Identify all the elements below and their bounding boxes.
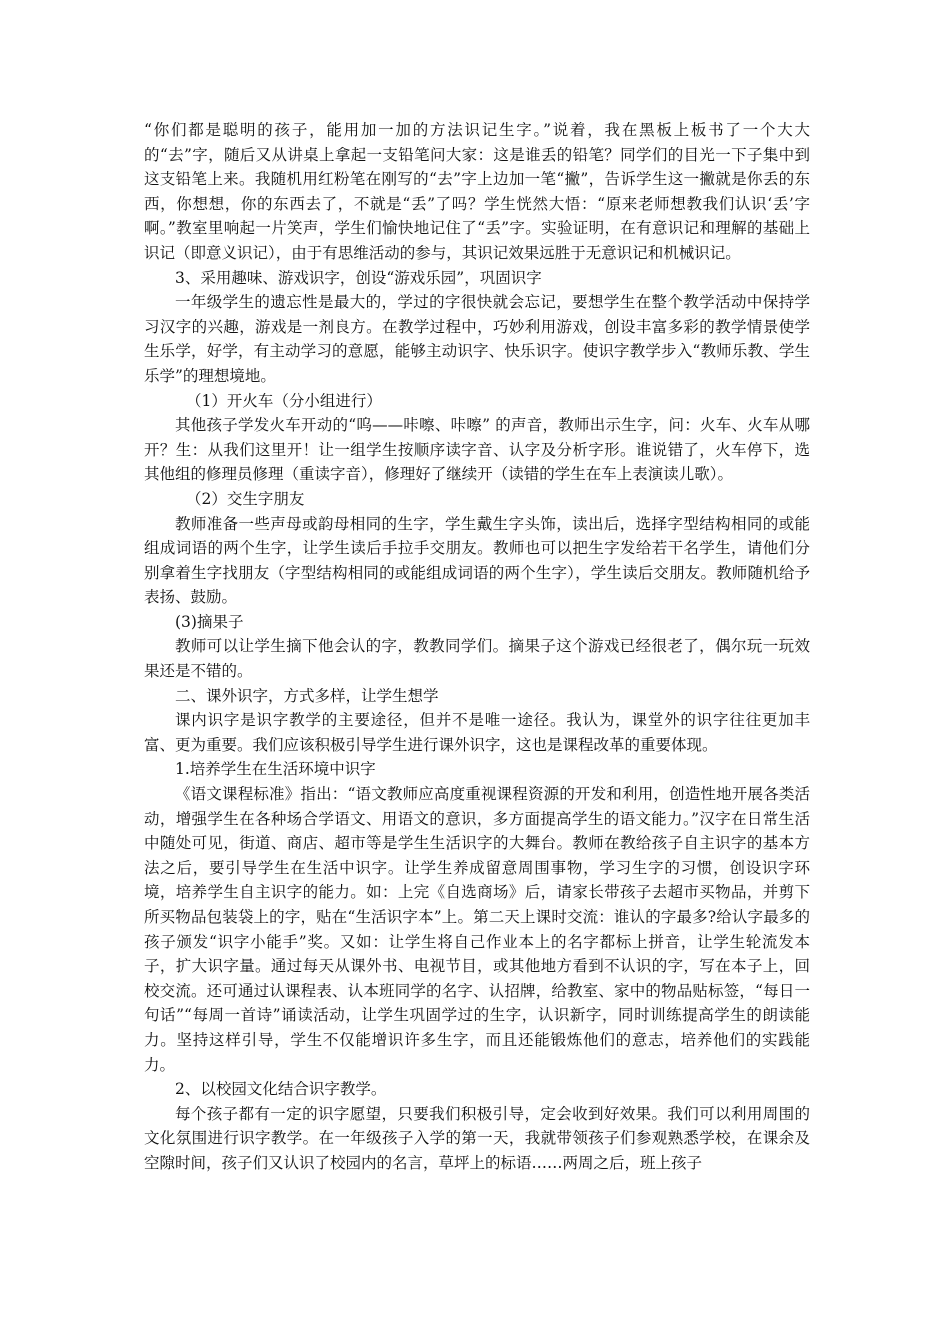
section-heading-2: 二、课外识字，方式多样，让学生想学 [175,686,439,705]
subsection-heading-2: 2、以校园文化结合识字教学。 [175,1080,387,1099]
paragraph-4: 教师准备一些声母或韵母相同的生字，学生戴生字头饰，读出后，选择字型结构相同的或能组成词语的两个生字，让学生读后手拉手交朋友。教师也可以把生字发给若干名学生，请他们分别拿着生字找朋友（字型结构相同的或能组成词语的两个生字），学生读后交朋友。教师随机给予表扬、鼓励。 [144,514,810,607]
subheading-3: (3)摘果子 [175,612,244,631]
paragraph-7: 《语文课程标准》指出：“语文教师应高度重视课程资源的开发和利用，创造性地开展各类活动，增强学生在各种场合学语文、用语文的意识，多方面提高学生的语文能力。”汉字在日常生活中随处可见，街道、商店、超市等是学生生活识字的大舞台。教师在教给孩子自主识字的基本方法之后，要引导学生在生活中识字。让学生养成留意周围事物，学习生字的习惯，创设识字环境，培养学生自主识字的能力。如：上完《自选商场》后，请家长带孩子去超市买物品，并剪下所买物品包装袋上的字，贴在“生活识字本”上。第二天上课时交流：谁认的字最多?给认字最多的孩子颁发“识字小能手”奖。又如：让学生将自己作业本上的名字都标上拼音，让学生轮流发本子，扩大识字量。通过每天从课外书、电视节目，或其他地方看到不认识的字，写在本子上，回校交流。还可通过认课程表、认本班同学的名字、认招牌，给教室、家中的物品贴标签，“每日一句话”“每周一首诗”诵读活动，让学生巩固学过的生字，认识新字，同时训练提高学生的朗读能力。坚持这样引导，学生不仅能增识许多生字，而且还能锻炼他们的意志，培养他们的实践能力。 [144,785,810,1074]
section-heading-3: 3、采用趣味、游戏识字，创设“游戏乐园”，巩固识字 [175,268,542,287]
paragraph-6: 课内识字是识字教学的主要途径，但并不是唯一途径。我认为，课堂外的识字往往更加丰富、更为重要。我们应该积极引导学生进行课外识字，这也是课程改革的重要体现。 [144,711,810,754]
document-page [144,118,810,1176]
paragraph-2: 一年级学生的遗忘性是最大的，学过的字很快就会忘记，要想学生在整个教学活动中保持学习汉字的兴趣，游戏是一剂良方。在教学过程中，巧妙利用游戏，创设丰富多彩的教学情景使学生乐学，好学，有主动学习的意愿，能够主动识字、快乐识字。使识字教学步入“教师乐教、学生乐学”的理想境地。 [144,293,810,385]
subheading-1: （1）开火车（分小组进行） [186,391,382,410]
subsection-heading-1: 1.培养学生在生活环境中识字 [175,760,376,779]
paragraph-3: 其他孩子学发火车开动的“呜——咔嚓、咔嚓” 的声音，教师出示生字，问：火车、火车从哪开？生：从我们这里开！让一组学生按顺序读字音、认字及分析字形。谁说错了，火车停下，选其他组的修理员修理（重读字音），修理好了继续开（读错的学生在车上表演读儿歌）。 [144,416,810,484]
paragraph-5: 教师可以让学生摘下他会认的字，教教同学们。摘果子这个游戏已经很老了，偶尔玩一玩效果还是不错的。 [144,637,810,681]
paragraph-1: “你们都是聪明的孩子，能用加一加的方法识记生字。”说着，我在黑板上板书了一个大大的“去”字，随后又从讲桌上拿起一支铅笔问大家：这是谁丢的铅笔？同学们的目光一下子集中到这支铅笔上来。我随机用红粉笔在刚写的“去”字上边加一笔“撇”，告诉学生这一撇就是你丢的东西，你想想，你的东西去了，不就是“丢”了吗？学生恍然大悟：“原来老师想教我们认识‘丢’字啊。”教室里响起一片笑声，学生们愉快地记住了“丢”字。实验证明，在有意识记和理解的基础上识记（即意义识记），由于有思维活动的参与，其识记效果远胜于无意识记和机械识记。 [144,121,810,262]
subheading-2: （2）交生字朋友 [186,489,305,508]
paragraph-8: 每个孩子都有一定的识字愿望，只要我们积极引导，定会收到好效果。我们可以利用周围的文化氛围进行识字教学。在一年级孩子入学的第一天，我就带领孩子们参观熟悉学校，在课余及空隙时间，孩子们又认识了校园内的名言，草坪上的标语……两周之后，班上孩子 [144,1104,810,1172]
